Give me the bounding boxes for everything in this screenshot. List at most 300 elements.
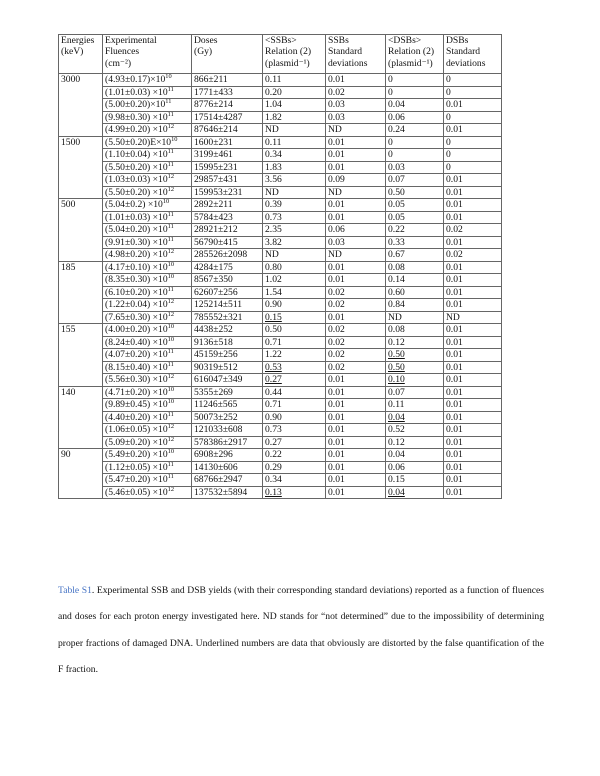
fluence-exponent: 12 <box>167 298 175 305</box>
column-header <box>263 35 326 74</box>
table-row <box>59 286 502 299</box>
dsb-sd-cell: ND <box>444 311 502 324</box>
energy-cell: 155 <box>59 324 103 387</box>
fluence-cell <box>103 136 192 149</box>
dsb-cell: 0.33 <box>386 236 444 249</box>
ssb-cell: 0.34 <box>263 474 326 487</box>
column-header-line: Standard <box>446 46 481 58</box>
dsb-cell: 0.22 <box>386 224 444 237</box>
fluence-cell <box>103 74 192 87</box>
ssb-cell: 1.04 <box>263 99 326 112</box>
column-header-line: Fluences <box>105 46 140 58</box>
ssb-cell: 0.34 <box>263 149 326 162</box>
fluence-cell <box>103 211 192 224</box>
column-header-line: <DSBs> <box>388 35 422 46</box>
ssb-cell: 0.29 <box>263 461 326 474</box>
fluence-base: (1.06±0.05) ×10 <box>105 424 168 435</box>
ssb-cell: 0.73 <box>263 211 326 224</box>
dsb-cell: 0.04 <box>386 411 444 424</box>
ssb-cell: ND <box>263 249 326 262</box>
fluence-cell <box>103 386 192 399</box>
ssb-cell: 1.83 <box>263 161 326 174</box>
fluence-exponent: 12 <box>167 311 175 318</box>
dsb-sd-cell: 0.01 <box>444 411 502 424</box>
column-header-line: (keV) <box>61 46 84 58</box>
fluence-base: (4.71±0.20) ×10 <box>105 386 168 398</box>
fluence-exponent: 10 <box>171 136 178 143</box>
dose-cell: 8776±214 <box>192 99 263 112</box>
fluence-exponent: 10 <box>162 198 170 205</box>
fluence-cell <box>103 274 192 287</box>
table-row <box>59 299 502 312</box>
fluence-base: (5.00±0.20)×10 <box>105 99 166 110</box>
dsb-sd-cell: 0.01 <box>444 374 502 387</box>
dsb-sd-cell: 0.01 <box>444 186 502 199</box>
fluence-exponent: 11 <box>165 98 172 105</box>
dsb-cell: 0.50 <box>386 349 444 362</box>
fluence-cell <box>103 336 192 349</box>
table-row <box>59 486 502 499</box>
fluence-base: (9.91±0.30) ×10 <box>105 236 168 248</box>
dsb-cell: 0.52 <box>386 424 444 437</box>
ssb-cell: 1.82 <box>263 111 326 124</box>
table-row <box>59 111 502 124</box>
ssb-cell: 0.39 <box>263 199 326 212</box>
dose-cell: 14130±606 <box>192 461 263 474</box>
dsb-sd-cell: 0.02 <box>444 249 502 262</box>
dsb-sd-cell: 0.01 <box>444 124 502 137</box>
dose-cell: 68766±2947 <box>192 474 263 487</box>
fluence-cell <box>103 174 192 187</box>
fluence-base: (1.10±0.04) ×10 <box>105 149 168 160</box>
fluence-exponent: 11 <box>167 86 174 93</box>
dsb-sd-cell: 0.01 <box>444 399 502 412</box>
ssb-sd-cell: 0.06 <box>326 224 386 237</box>
energy-cell: 140 <box>59 386 103 449</box>
fluence-base: (4.98±0.20) ×10 <box>105 249 168 260</box>
fluence-exponent: 12 <box>167 436 175 443</box>
dose-cell: 121033±608 <box>192 424 263 437</box>
fluence-cell <box>103 399 192 412</box>
dsb-cell: 0.03 <box>386 161 444 174</box>
fluence-cell <box>103 199 192 212</box>
fluence-cell <box>103 286 192 299</box>
ssb-sd-cell: 0.01 <box>326 474 386 487</box>
ssb-sd-cell: ND <box>326 124 386 137</box>
ssb-sd-cell: 0.01 <box>326 261 386 274</box>
fluence-exponent: 12 <box>167 173 175 180</box>
dsb-sd-cell: 0.01 <box>444 424 502 437</box>
dsb-cell: 0 <box>386 86 444 99</box>
table-row <box>59 186 502 199</box>
fluence-base: (5.09±0.20) ×10 <box>105 436 168 448</box>
table-row <box>59 174 502 187</box>
dose-cell: 15995±231 <box>192 161 263 174</box>
column-header <box>386 35 444 74</box>
ssb-cell: 1.22 <box>263 349 326 362</box>
fluence-exponent: 11 <box>167 286 174 293</box>
fluence-base: (9.98±0.30) ×10 <box>105 111 168 123</box>
column-header-line: (cm⁻²) <box>105 57 132 69</box>
dsb-sd-cell: 0.01 <box>444 211 502 224</box>
caption-text: . Experimental SSB and DSB yields (with their corresponding standard deviations) reported as a function of fluences and doses for each proton energy investigated here. ND stands for “not determined” due to the impossibility of determining proper fractions of damaged DNA. Underlined numbers are data that obviously are distorted by the false quantification of the F fraction. <box>58 584 545 676</box>
table-row <box>59 261 502 274</box>
table-caption <box>58 578 544 684</box>
fluence-exponent: 10 <box>167 398 175 405</box>
fluence-cell <box>103 436 192 449</box>
dsb-sd-cell: 0.01 <box>444 436 502 449</box>
fluence-cell <box>103 461 192 474</box>
fluence-exponent: 10 <box>167 386 175 393</box>
fluence-exponent: 12 <box>167 423 175 430</box>
fluence-cell <box>103 411 192 424</box>
ssb-sd-cell: 0.01 <box>326 486 386 499</box>
fluence-exponent: 11 <box>167 111 174 118</box>
fluence-cell <box>103 349 192 362</box>
fluence-base: (7.65±0.30) ×10 <box>105 311 168 323</box>
fluence-cell <box>103 161 192 174</box>
dose-cell: 2892±211 <box>192 199 263 212</box>
dsb-sd-cell: 0 <box>444 74 502 87</box>
column-header-line: deviations <box>328 57 368 69</box>
table-row <box>59 461 502 474</box>
fluence-exponent: 11 <box>167 361 174 368</box>
table-row <box>59 374 502 387</box>
dose-cell: 137532±5894 <box>192 486 263 499</box>
fluence-exponent: 10 <box>165 73 172 80</box>
fluence-cell <box>103 361 192 374</box>
dsb-sd-cell: 0.01 <box>444 274 502 287</box>
fluence-exponent: 11 <box>167 161 174 168</box>
energy-cell: 3000 <box>59 74 103 137</box>
table-row <box>59 361 502 374</box>
dose-cell: 11246±565 <box>192 399 263 412</box>
fluence-base: (1.12±0.05) ×10 <box>105 461 168 473</box>
dsb-cell: 0 <box>386 136 444 149</box>
dose-cell: 5355±269 <box>192 386 263 399</box>
table-body <box>59 74 502 499</box>
dsb-cell: 0.84 <box>386 299 444 312</box>
dsb-cell: 0 <box>386 74 444 87</box>
ssb-cell: 1.02 <box>263 274 326 287</box>
dsb-cell: 0.07 <box>386 386 444 399</box>
dsb-cell: 0.10 <box>386 374 444 387</box>
fluence-base: (1.03±0.03) ×10 <box>105 174 168 185</box>
dose-cell: 8567±350 <box>192 274 263 287</box>
ssb-cell: 0.15 <box>263 311 326 324</box>
fluence-cell <box>103 474 192 487</box>
dsb-sd-cell: 0.01 <box>444 361 502 374</box>
energy-cell: 1500 <box>59 136 103 199</box>
table-row <box>59 424 502 437</box>
dsb-sd-cell: 0 <box>444 86 502 99</box>
ssb-sd-cell: 0.01 <box>326 74 386 87</box>
fluence-base: (1.01±0.03) ×10 <box>105 211 168 223</box>
dsb-sd-cell: 0 <box>444 161 502 174</box>
fluence-cell <box>103 311 192 324</box>
table-row <box>59 199 502 212</box>
dsb-cell: 0.06 <box>386 461 444 474</box>
dsb-sd-cell: 0.01 <box>444 199 502 212</box>
ssb-cell: 0.13 <box>263 486 326 499</box>
caption-label: Table S1 <box>58 584 92 596</box>
energy-cell: 500 <box>59 199 103 262</box>
ssb-sd-cell: 0.02 <box>326 324 386 337</box>
ssb-cell: 0.50 <box>263 324 326 337</box>
energy-cell: 185 <box>59 261 103 324</box>
dose-cell: 1600±231 <box>192 136 263 149</box>
dose-cell: 616047±349 <box>192 374 263 387</box>
ssb-sd-cell: 0.01 <box>326 411 386 424</box>
dose-cell: 866±211 <box>192 74 263 87</box>
ssb-cell: 0.90 <box>263 411 326 424</box>
fluence-cell <box>103 186 192 199</box>
fluence-exponent: 11 <box>167 148 174 155</box>
ssb-cell: 0.22 <box>263 449 326 462</box>
ssb-cell: 0.11 <box>263 74 326 87</box>
ssb-sd-cell: 0.01 <box>326 211 386 224</box>
column-header-line: Energies <box>61 35 95 46</box>
ssb-cell: 0.71 <box>263 399 326 412</box>
column-header-line: deviations <box>446 57 486 69</box>
dose-cell: 125214±511 <box>192 299 263 312</box>
fluence-base: (5.50±0.20) ×10 <box>105 161 168 173</box>
dsb-cell: 0.08 <box>386 261 444 274</box>
ssb-sd-cell: 0.01 <box>326 386 386 399</box>
fluence-exponent: 11 <box>167 223 174 230</box>
dose-cell: 87646±214 <box>192 124 263 137</box>
table-row <box>59 311 502 324</box>
fluence-exponent: 12 <box>167 373 175 380</box>
fluence-base: (8.35±0.30) ×10 <box>105 274 168 285</box>
fluence-base: (4.17±0.10) ×10 <box>105 261 168 273</box>
fluence-exponent: 10 <box>167 448 175 455</box>
fluence-base: (8.24±0.40) ×10 <box>105 336 168 348</box>
dsb-cell: 0.04 <box>386 449 444 462</box>
column-header-line: Relation (2) <box>265 46 312 58</box>
fluence-base: (5.04±0.20) ×10 <box>105 224 168 235</box>
dsb-cell: ND <box>386 311 444 324</box>
ssb-cell: 0.44 <box>263 386 326 399</box>
header-row <box>59 35 502 74</box>
ssb-cell: 0.73 <box>263 424 326 437</box>
dsb-cell: 0.07 <box>386 174 444 187</box>
dsb-sd-cell: 0.01 <box>444 324 502 337</box>
dsb-sd-cell: 0.01 <box>444 449 502 462</box>
fluence-cell <box>103 124 192 137</box>
fluence-base: (5.49±0.20) ×10 <box>105 449 168 460</box>
ssb-cell: 0.27 <box>263 436 326 449</box>
table-row <box>59 99 502 112</box>
column-header-line: <SSBs> <box>265 35 297 46</box>
ssb-sd-cell: 0.01 <box>326 399 386 412</box>
ssb-cell: 3.82 <box>263 236 326 249</box>
fluence-base: (9.89±0.45) ×10 <box>105 399 168 410</box>
dose-cell: 62607±256 <box>192 286 263 299</box>
column-header <box>103 35 192 74</box>
ssb-cell: 0.71 <box>263 336 326 349</box>
fluence-base: (4.40±0.20) ×10 <box>105 411 168 423</box>
table-row <box>59 124 502 137</box>
dsb-sd-cell: 0.01 <box>444 349 502 362</box>
dose-cell: 45159±256 <box>192 349 263 362</box>
fluence-base: (5.46±0.05) ×10 <box>105 486 168 498</box>
ssb-sd-cell: ND <box>326 186 386 199</box>
dsb-cell: 0.15 <box>386 474 444 487</box>
table-row <box>59 274 502 287</box>
dose-cell: 4438±252 <box>192 324 263 337</box>
dsb-cell: 0.04 <box>386 486 444 499</box>
fluence-exponent: 10 <box>167 323 175 330</box>
table-row <box>59 136 502 149</box>
ssb-sd-cell: 0.01 <box>326 461 386 474</box>
table-row <box>59 449 502 462</box>
ssb-sd-cell: 0.02 <box>326 349 386 362</box>
dsb-sd-cell: 0.01 <box>444 236 502 249</box>
fluence-exponent: 11 <box>167 411 174 418</box>
dose-cell: 3199±461 <box>192 149 263 162</box>
ssb-cell: 2.35 <box>263 224 326 237</box>
dsb-cell: 0.12 <box>386 436 444 449</box>
ssb-cell: 1.54 <box>263 286 326 299</box>
fluence-cell <box>103 449 192 462</box>
dose-cell: 785552±321 <box>192 311 263 324</box>
table-row <box>59 349 502 362</box>
yields-table <box>58 34 502 499</box>
ssb-cell: 0.27 <box>263 374 326 387</box>
ssb-sd-cell: 0.01 <box>326 199 386 212</box>
dsb-cell: 0.50 <box>386 186 444 199</box>
ssb-sd-cell: 0.01 <box>326 311 386 324</box>
table-row <box>59 399 502 412</box>
fluence-base: (1.01±0.03) ×10 <box>105 86 168 98</box>
fluence-exponent: 11 <box>167 236 174 243</box>
ssb-cell: ND <box>263 124 326 137</box>
ssb-cell: 0.53 <box>263 361 326 374</box>
table-row <box>59 324 502 337</box>
ssb-cell: ND <box>263 186 326 199</box>
ssb-sd-cell: 0.09 <box>326 174 386 187</box>
fluence-exponent: 12 <box>167 248 175 255</box>
table-row <box>59 474 502 487</box>
column-header-line: (Gy) <box>194 46 213 58</box>
dose-cell: 90319±512 <box>192 361 263 374</box>
ssb-sd-cell: 0.02 <box>326 86 386 99</box>
ssb-cell: 0.90 <box>263 299 326 312</box>
fluence-base: (5.04±0.2) ×10 <box>105 199 163 210</box>
dose-cell: 9136±518 <box>192 336 263 349</box>
dose-cell: 6908±296 <box>192 449 263 462</box>
ssb-cell: 0.11 <box>263 136 326 149</box>
table-row <box>59 386 502 399</box>
dsb-cell: 0.24 <box>386 124 444 137</box>
fluence-base: (6.10±0.20) ×10 <box>105 286 168 298</box>
table-row <box>59 149 502 162</box>
table-row <box>59 211 502 224</box>
ssb-sd-cell: 0.01 <box>326 436 386 449</box>
ssb-sd-cell: 0.03 <box>326 111 386 124</box>
fluence-cell <box>103 424 192 437</box>
ssb-sd-cell: ND <box>326 249 386 262</box>
column-header-line: Standard <box>328 46 363 58</box>
table-row <box>59 236 502 249</box>
column-header-line: (plasmid⁻¹) <box>265 57 310 69</box>
dsb-cell: 0.11 <box>386 399 444 412</box>
table-row <box>59 161 502 174</box>
ssb-sd-cell: 0.01 <box>326 449 386 462</box>
column-header-line: SSBs <box>328 35 349 46</box>
fluence-base: (4.93±0.17)×10 <box>105 74 166 85</box>
column-header-line: Doses <box>194 35 218 46</box>
table-row <box>59 74 502 87</box>
table-row <box>59 411 502 424</box>
dsb-cell: 0.05 <box>386 211 444 224</box>
dsb-cell: 0.50 <box>386 361 444 374</box>
table-row <box>59 336 502 349</box>
ssb-sd-cell: 0.01 <box>326 161 386 174</box>
fluence-base: (5.47±0.20) ×10 <box>105 474 168 485</box>
fluence-exponent: 10 <box>167 261 175 268</box>
fluence-exponent: 12 <box>167 123 175 130</box>
dose-cell: 56790±415 <box>192 236 263 249</box>
fluence-cell <box>103 99 192 112</box>
column-header <box>326 35 386 74</box>
fluence-base: (5.56±0.30) ×10 <box>105 374 168 385</box>
fluence-exponent: 12 <box>167 486 175 493</box>
ssb-sd-cell: 0.02 <box>326 336 386 349</box>
dsb-cell: 0.67 <box>386 249 444 262</box>
fluence-exponent: 11 <box>167 461 174 468</box>
dose-cell: 28921±212 <box>192 224 263 237</box>
table-row <box>59 86 502 99</box>
dsb-sd-cell: 0 <box>444 149 502 162</box>
fluence-exponent: 11 <box>167 473 174 480</box>
ssb-sd-cell: 0.02 <box>326 361 386 374</box>
dose-cell: 1771±433 <box>192 86 263 99</box>
ssb-sd-cell: 0.02 <box>326 286 386 299</box>
fluence-cell <box>103 249 192 262</box>
dsb-cell: 0.08 <box>386 324 444 337</box>
ssb-sd-cell: 0.01 <box>326 149 386 162</box>
fluence-cell <box>103 374 192 387</box>
ssb-sd-cell: 0.03 <box>326 99 386 112</box>
dsb-sd-cell: 0 <box>444 111 502 124</box>
ssb-sd-cell: 0.01 <box>326 424 386 437</box>
dsb-sd-cell: 0.01 <box>444 99 502 112</box>
dose-cell: 29857±431 <box>192 174 263 187</box>
dsb-cell: 0.14 <box>386 274 444 287</box>
ssb-sd-cell: 0.03 <box>326 236 386 249</box>
ssb-sd-cell: 0.01 <box>326 136 386 149</box>
ssb-cell: 0.20 <box>263 86 326 99</box>
fluence-cell <box>103 86 192 99</box>
column-header-line: Experimental <box>105 35 157 46</box>
dsb-cell: 0 <box>386 149 444 162</box>
dsb-sd-cell: 0.01 <box>444 261 502 274</box>
fluence-cell <box>103 486 192 499</box>
dose-cell: 50073±252 <box>192 411 263 424</box>
fluence-exponent: 11 <box>167 348 174 355</box>
ssb-cell: 3.56 <box>263 174 326 187</box>
fluence-cell <box>103 236 192 249</box>
column-header <box>59 35 103 74</box>
fluence-cell <box>103 111 192 124</box>
dsb-sd-cell: 0.01 <box>444 486 502 499</box>
dsb-cell: 0.05 <box>386 199 444 212</box>
fluence-base: (1.22±0.04) ×10 <box>105 299 168 310</box>
dsb-sd-cell: 0 <box>444 136 502 149</box>
dose-cell: 5784±423 <box>192 211 263 224</box>
